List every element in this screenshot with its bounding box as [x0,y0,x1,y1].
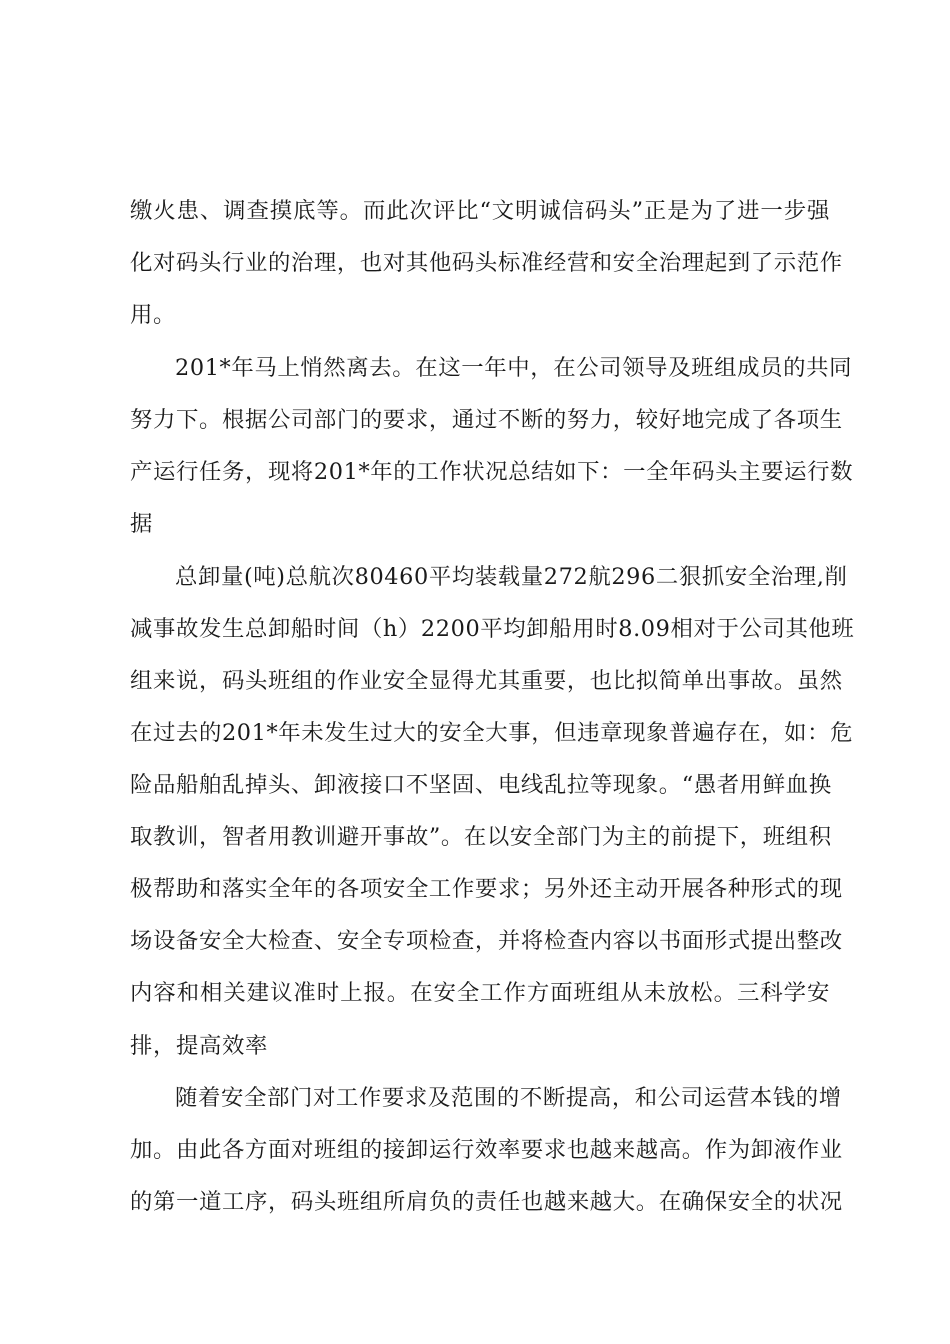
text-line: 减事故发生总卸船时间（h）2200平均卸船用时8.09相对于公司其他班 [130,616,855,642]
text-line: 化对码头行业的治理，也对其他码头标准经营和安全治理起到了示范作 [130,250,843,276]
text-line: 产运行任务，现将201*年的工作状况总结如下：一全年码头主要运行数 [130,459,854,485]
text-line: 努力下。根据公司部门的要求，通过不断的努力，较好地完成了各项生 [130,407,843,433]
text-line: 取教训，智者用教训避开事故”。在以安全部门为主的前提下，班组积 [130,824,832,850]
text-line: 缴火患、调查摸底等。而此次评比“文明诚信码头”正是为了进一步强 [130,198,830,224]
text-line: 险品船舶乱掉头、卸液接口不坚固、电线乱拉等现象。“愚者用鲜血换 [130,772,832,798]
paragraph-first-line: 总卸量(吨)总航次80460平均装载量272航296二狠抓安全治理,削 [175,564,848,590]
text-line: 场设备安全大检查、安全专项检查，并将检查内容以书面形式提出整改 [130,928,843,954]
text-line: 的第一道工序，码头班组所肩负的责任也越来越大。在确保安全的状况 [130,1189,843,1215]
text-line: 极帮助和落实全年的各项安全工作要求；另外还主动开展各种形式的现 [130,876,843,902]
text-line: 在过去的201*年未发生过大的安全大事，但违章现象普遍存在，如：危 [130,720,854,746]
paragraph-first-line: 随着安全部门对工作要求及范围的不断提高，和公司运营本钱的增 [175,1085,842,1111]
text-line: 组来说，码头班组的作业安全显得尤其重要，也比拟简单出事故。虽然 [130,668,843,694]
text-line: 据 [130,511,153,537]
text-line: 加。由此各方面对班组的接卸运行效率要求也越来越高。作为卸液作业 [130,1137,843,1163]
paragraph-first-line: 201*年马上悄然离去。在这一年中，在公司领导及班组成员的共同 [175,355,853,381]
text-line: 内容和相关建议准时上报。在安全工作方面班组从未放松。三科学安 [130,980,830,1006]
text-line: 排，提高效率 [130,1033,268,1059]
text-line: 用。 [130,302,176,328]
